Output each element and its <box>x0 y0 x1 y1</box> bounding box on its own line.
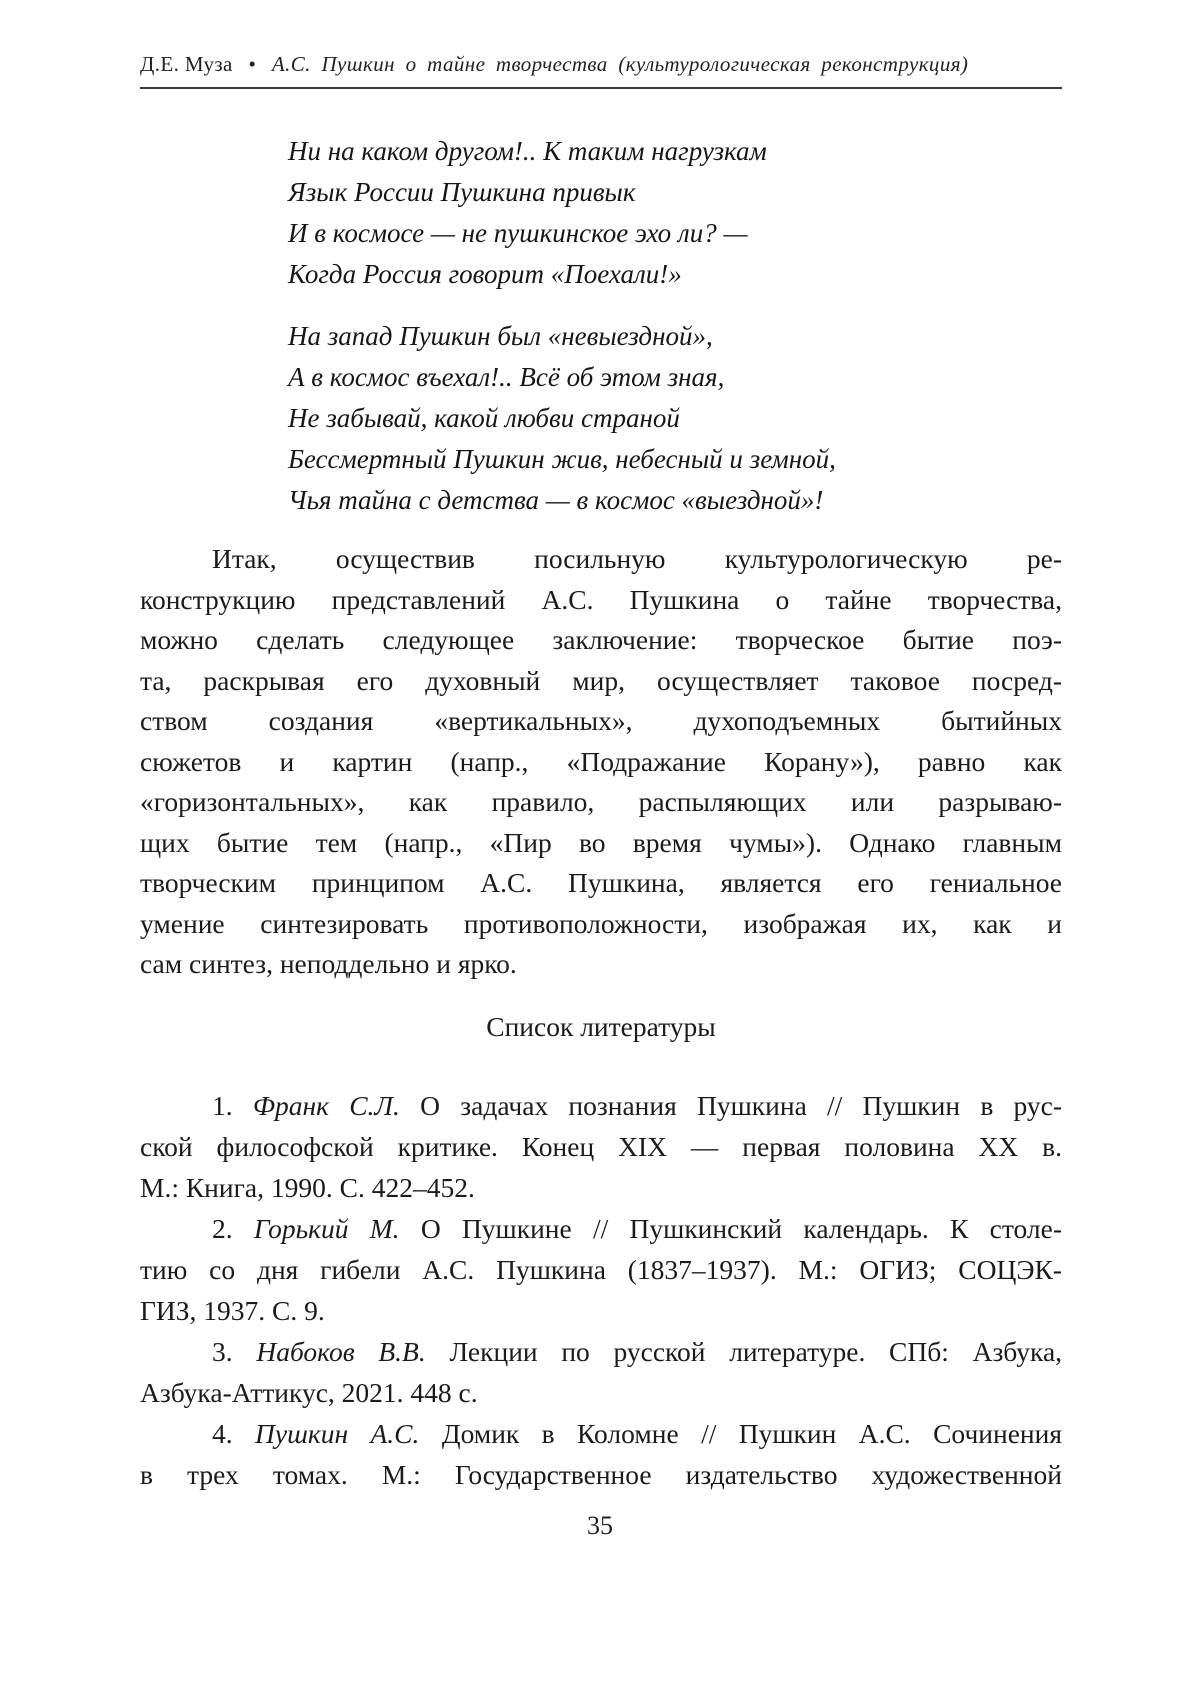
paragraph-line: сам синтез, неподдельно и ярко. <box>140 948 517 979</box>
poem-quote <box>140 131 1062 521</box>
poem-line: Не забывай, какой любви страной <box>288 403 680 433</box>
reference-text: Лекции по русской литературе. СПб: Азбука, <box>449 1335 1063 1367</box>
paragraph-line: умение синтезировать противоположности, изображая их, как и <box>140 907 1062 939</box>
poem-line: Чья тайна с детства — в космос «выездной»! <box>288 485 824 515</box>
paragraph-line: творческим принципом А.С. Пушкина, является его гениальное <box>140 867 1062 898</box>
reference-line: ГИЗ, 1937. С. 9. <box>140 1294 325 1326</box>
reference-line: в трех томах. М.: Государственное издательство художественной <box>140 1458 1062 1490</box>
poem-line: На запад Пушкин был «невыездной», <box>288 321 713 351</box>
paragraph-line: Итак, осуществив посильную культурологическую ре- <box>212 543 1062 574</box>
paragraph-line: «горизонтальных», как правило, распыляющих или разрываю- <box>140 786 1062 817</box>
header-rule <box>140 87 1062 89</box>
poem-stanza-1 <box>288 131 1062 295</box>
paragraph-line: щих бытие тем (напр., «Пир во время чумы»). Однако главным <box>140 826 1062 858</box>
reference-author: Горький М. <box>253 1212 400 1244</box>
poem-line: Бессмертный Пушкин жив, небесный и земной, <box>288 444 836 474</box>
page-header <box>140 52 1062 77</box>
header-title: А.С. Пушкин о тайне творчества (культурологическая реконструкция) <box>271 52 969 76</box>
reference-number: 2. <box>212 1212 233 1244</box>
header-separator-bullet: • <box>248 52 257 76</box>
reference-number: 1. <box>212 1089 233 1121</box>
paragraph-line: сюжетов и картин (напр., «Подражание Корану»), равно как <box>140 745 1062 777</box>
reference-number: 4. <box>212 1417 233 1449</box>
reference-list <box>140 1085 1062 1495</box>
poem-line: А в космос въехал!.. Всё об этом зная, <box>288 362 725 392</box>
poem-line: И в космосе — не пушкинское эхо ли? — <box>288 218 748 248</box>
page-number: 35 <box>587 1511 613 1540</box>
paragraph-line: ством создания «вертикальных», духоподъемных бытийных <box>140 705 1062 736</box>
reference-item <box>140 1085 1062 1208</box>
reference-item <box>140 1331 1062 1413</box>
reference-line: ской философской критике. Конец XIX — первая половина XX в. <box>140 1130 1062 1162</box>
poem-line: Язык России Пушкина привык <box>288 177 636 207</box>
body-paragraph <box>140 539 1062 985</box>
paragraph-line: та, раскрывая его духовный мир, осуществляет таковое посред- <box>140 664 1062 696</box>
header-author: Д.Е. Муза <box>140 52 233 76</box>
bibliography-heading: Список литературы <box>486 1010 716 1042</box>
reference-line: М.: Книга, 1990. С. 422–452. <box>140 1171 475 1203</box>
reference-text: О Пушкине // Пушкинский календарь. К столе- <box>420 1212 1062 1244</box>
reference-number: 3. <box>212 1335 233 1367</box>
reference-line <box>140 1085 1062 1126</box>
reference-author: Франк С.Л. <box>252 1089 400 1121</box>
reference-line <box>140 1413 1062 1454</box>
reference-line: Азбука-Аттикус, 2021. 448 с. <box>140 1376 478 1408</box>
reference-item <box>140 1413 1062 1495</box>
poem-line: Когда Россия говорит «Поехали!» <box>288 259 682 289</box>
reference-text: О задачах познания Пушкина // Пушкин в рус- <box>420 1089 1063 1121</box>
reference-text: Домик в Коломне // Пушкин А.С. Сочинения <box>441 1417 1063 1449</box>
reference-line <box>140 1331 1062 1372</box>
reference-author: Пушкин А.С. <box>255 1417 420 1449</box>
reference-line <box>140 1208 1062 1249</box>
paragraph-line: можно сделать следующее заключение: творческое бытие поэ- <box>140 624 1062 655</box>
reference-line: тию со дня гибели А.С. Пушкина (1837–1937). М.: ОГИЗ; СОЦЭК- <box>140 1253 1062 1285</box>
reference-item <box>140 1208 1062 1331</box>
poem-stanza-2 <box>288 316 1062 521</box>
reference-author: Набоков В.В. <box>256 1335 426 1367</box>
paragraph-line: конструкцию представлений А.С. Пушкина о тайне творчества, <box>140 583 1062 615</box>
poem-line: Ни на каком другом!.. К таким нагрузкам <box>288 136 767 166</box>
